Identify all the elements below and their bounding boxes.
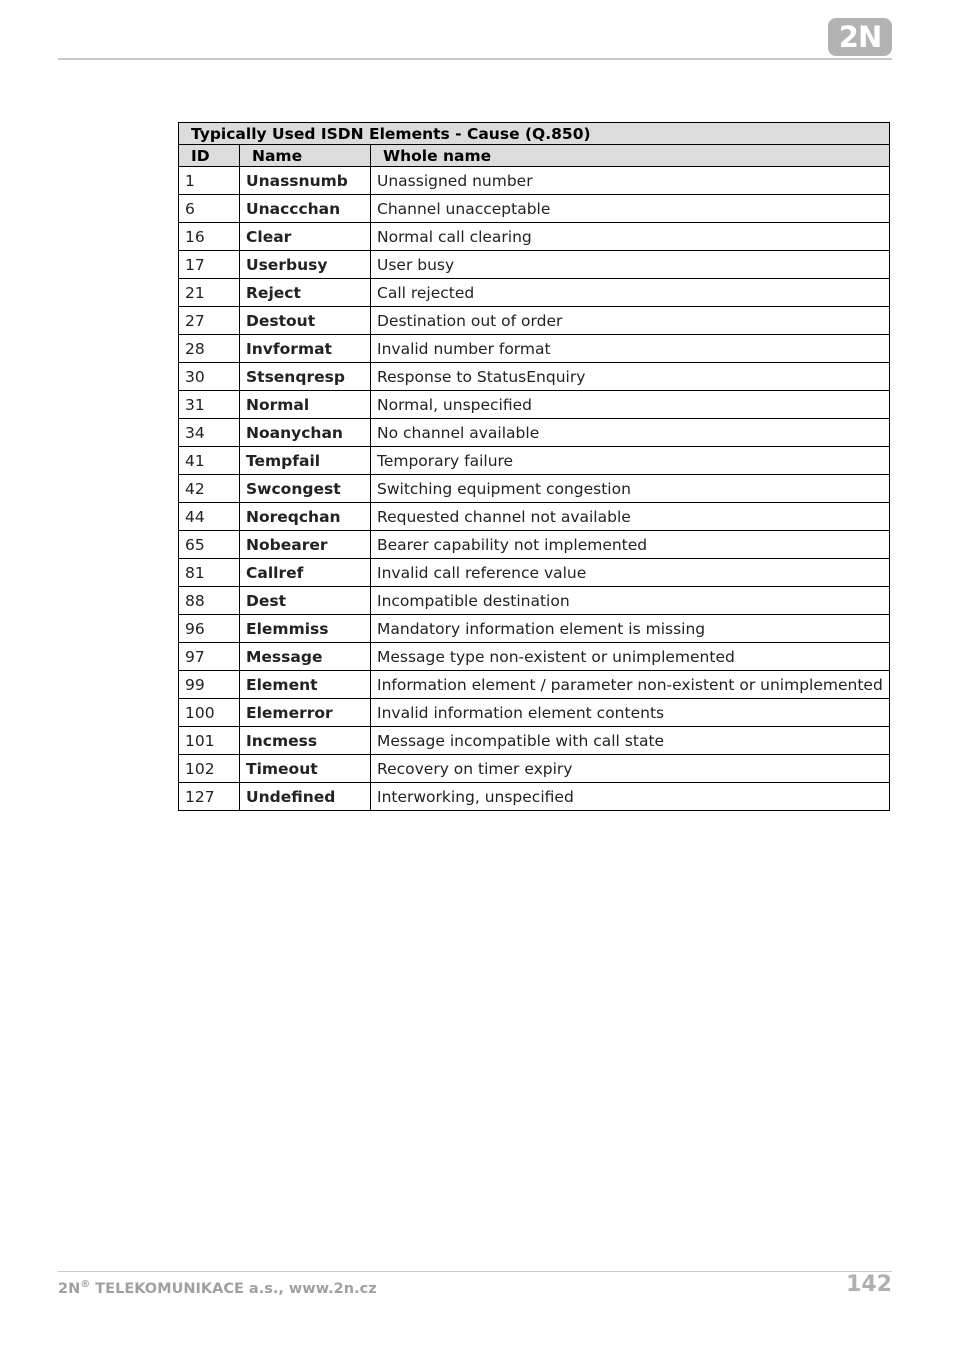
cell-id: 101 <box>179 727 240 755</box>
cell-whole-name: Normal, unspecified <box>371 391 890 419</box>
table-row <box>179 391 890 419</box>
cell-id: 102 <box>179 755 240 783</box>
cell-id: 100 <box>179 699 240 727</box>
cell-name: Invformat <box>240 335 371 363</box>
cell-name: Clear <box>240 223 371 251</box>
cell-whole-name: Invalid call reference value <box>371 559 890 587</box>
cell-whole-name: Message type non-existent or unimplemented <box>371 643 890 671</box>
table-row <box>179 699 890 727</box>
cell-name: Elemmiss <box>240 615 371 643</box>
cell-name: Nobearer <box>240 531 371 559</box>
table-row <box>179 307 890 335</box>
cell-whole-name: Response to StatusEnquiry <box>371 363 890 391</box>
cell-name: Undefined <box>240 783 371 811</box>
table-body <box>179 167 890 811</box>
cell-whole-name: Switching equipment congestion <box>371 475 890 503</box>
cell-id: 41 <box>179 447 240 475</box>
cell-id: 6 <box>179 195 240 223</box>
cell-id: 127 <box>179 783 240 811</box>
table-row <box>179 167 890 195</box>
table-row <box>179 363 890 391</box>
cell-whole-name: Invalid information element contents <box>371 699 890 727</box>
cell-whole-name: Normal call clearing <box>371 223 890 251</box>
cell-name: Normal <box>240 391 371 419</box>
table-row <box>179 531 890 559</box>
cell-id: 27 <box>179 307 240 335</box>
cell-whole-name: Information element / parameter non-existent or unimplemented <box>371 671 890 699</box>
cell-whole-name: Mandatory information element is missing <box>371 615 890 643</box>
cell-id: 28 <box>179 335 240 363</box>
column-header-name: Name <box>240 145 371 167</box>
cell-whole-name: Incompatible destination <box>371 587 890 615</box>
cell-name: Stsenqresp <box>240 363 371 391</box>
footer-divider <box>58 1271 892 1272</box>
cell-id: 21 <box>179 279 240 307</box>
cell-id: 17 <box>179 251 240 279</box>
column-header-whole-name: Whole name <box>371 145 890 167</box>
cell-whole-name: Interworking, unspecified <box>371 783 890 811</box>
table-row <box>179 279 890 307</box>
cell-id: 42 <box>179 475 240 503</box>
isdn-cause-table <box>178 122 890 811</box>
cell-id: 96 <box>179 615 240 643</box>
cell-name: Callref <box>240 559 371 587</box>
header-divider <box>58 58 892 60</box>
cell-id: 65 <box>179 531 240 559</box>
table-row <box>179 195 890 223</box>
table-row <box>179 587 890 615</box>
cell-whole-name: Channel unacceptable <box>371 195 890 223</box>
cell-name: Unaccchan <box>240 195 371 223</box>
cell-whole-name: Call rejected <box>371 279 890 307</box>
cell-name: Destout <box>240 307 371 335</box>
table-row <box>179 671 890 699</box>
cell-id: 88 <box>179 587 240 615</box>
footer-company <box>58 1279 377 1297</box>
cell-name: Element <box>240 671 371 699</box>
cell-whole-name: Temporary failure <box>371 447 890 475</box>
cell-id: 44 <box>179 503 240 531</box>
cell-name: Incmess <box>240 727 371 755</box>
cell-whole-name: Unassigned number <box>371 167 890 195</box>
cell-whole-name: Bearer capability not implemented <box>371 531 890 559</box>
cell-whole-name: Requested channel not available <box>371 503 890 531</box>
column-header-id: ID <box>179 145 240 167</box>
cell-name: Reject <box>240 279 371 307</box>
cell-name: Elemerror <box>240 699 371 727</box>
cell-name: Swcongest <box>240 475 371 503</box>
table-row <box>179 447 890 475</box>
cell-id: 16 <box>179 223 240 251</box>
page-number: 142 <box>846 1272 892 1297</box>
footer-company-prefix: 2N <box>58 1280 81 1297</box>
registered-mark: ® <box>80 1279 91 1290</box>
column-header-row <box>179 145 890 167</box>
footer-company-rest: TELEKOMUNIKACE a.s., www.2n.cz <box>90 1280 377 1297</box>
cell-name: Tempfail <box>240 447 371 475</box>
table-row <box>179 335 890 363</box>
table-row <box>179 559 890 587</box>
cell-whole-name: Invalid number format <box>371 335 890 363</box>
table-row <box>179 643 890 671</box>
cell-id: 31 <box>179 391 240 419</box>
cell-id: 30 <box>179 363 240 391</box>
table-row <box>179 503 890 531</box>
cell-whole-name: Recovery on timer expiry <box>371 755 890 783</box>
cell-name: Noreqchan <box>240 503 371 531</box>
cell-whole-name: Message incompatible with call state <box>371 727 890 755</box>
table-row <box>179 755 890 783</box>
table-row <box>179 475 890 503</box>
cell-name: Unassnumb <box>240 167 371 195</box>
cell-whole-name: No channel available <box>371 419 890 447</box>
cell-whole-name: User busy <box>371 251 890 279</box>
table-title: Typically Used ISDN Elements - Cause (Q.850) <box>179 123 890 145</box>
cell-name: Userbusy <box>240 251 371 279</box>
table-row <box>179 419 890 447</box>
cell-id: 81 <box>179 559 240 587</box>
cell-name: Dest <box>240 587 371 615</box>
cell-id: 99 <box>179 671 240 699</box>
table-row <box>179 783 890 811</box>
cell-id: 34 <box>179 419 240 447</box>
company-logo: 2N <box>828 18 892 56</box>
cell-name: Timeout <box>240 755 371 783</box>
cell-name: Noanychan <box>240 419 371 447</box>
table-row <box>179 223 890 251</box>
table-row <box>179 727 890 755</box>
cell-id: 1 <box>179 167 240 195</box>
table-row <box>179 251 890 279</box>
cell-name: Message <box>240 643 371 671</box>
cell-id: 97 <box>179 643 240 671</box>
cell-whole-name: Destination out of order <box>371 307 890 335</box>
table-row <box>179 615 890 643</box>
